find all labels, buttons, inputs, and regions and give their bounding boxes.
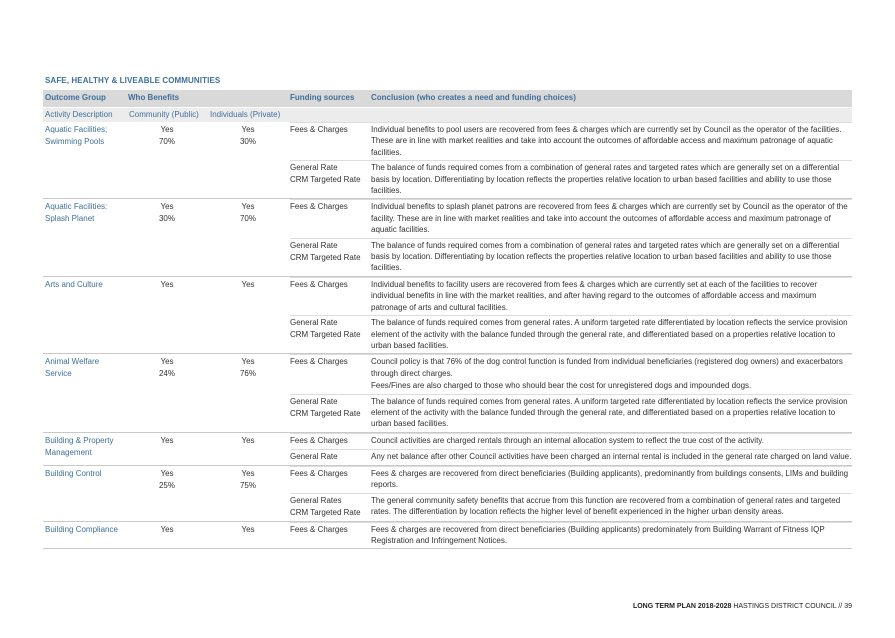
conclusion-text: The balance of funds required comes from a combination of general rates and targeted rates which are generally set on a differential basis by location. Differentiating by location reflects the properties relative location to urban based facilities and ability to use those facilities. xyxy=(371,240,840,273)
table-row xyxy=(43,122,852,199)
conclusion-text: Fees & charges are recovered from direct beneficiaries (Building applicants), predominantly from buildings consents, LIMs and building reports. xyxy=(371,468,849,490)
funding-sources xyxy=(290,124,371,158)
header-who-benefits: Who Benefits xyxy=(128,93,180,102)
community-yes: Yes xyxy=(160,524,174,534)
community-benefit xyxy=(137,279,197,291)
individual-percent: 30% xyxy=(239,137,256,146)
funding-sources xyxy=(290,468,371,491)
table-body xyxy=(43,122,852,549)
individual-benefit xyxy=(218,468,278,492)
funding-source: CRM Targeted Rate xyxy=(290,408,361,418)
conclusion xyxy=(371,396,852,430)
activity-description: Animal Welfare Service xyxy=(45,357,100,379)
conclusion xyxy=(371,201,852,235)
individual-benefit xyxy=(218,201,278,225)
conclusion-text: Individual benefits to splash planet patrons are recovered from fees & charges which are currently set by Council as the operator of the facility. These are in line with market realities and take into account the outcomes of affordable access and maximum patronage of aquatic facilities. xyxy=(371,202,848,235)
funding-source: Fees & Charges xyxy=(290,125,348,134)
funding-row xyxy=(290,277,852,315)
footer-sep: // xyxy=(838,603,843,610)
individual-percent: 70% xyxy=(239,214,256,224)
individual-benefit xyxy=(218,524,278,536)
funding-source: General Rate xyxy=(290,163,338,173)
funding-source: CRM Targeted Rate xyxy=(290,252,361,262)
community-yes: Yes xyxy=(160,279,174,289)
funding-source: Fees & Charges xyxy=(290,468,348,478)
funding-sources xyxy=(290,279,371,313)
conclusion xyxy=(371,240,852,274)
table-header xyxy=(43,90,852,107)
funding-source: Fees & Charges xyxy=(290,202,348,212)
individual-yes: Yes xyxy=(241,524,255,534)
activity-description: Aquatic Facilities: Splash Planet xyxy=(45,202,108,224)
community-yes: Yes xyxy=(160,435,174,445)
funding-row xyxy=(290,493,852,521)
subheader-individuals: Individuals (Private) xyxy=(210,110,281,119)
community-yes: Yes xyxy=(160,125,174,134)
table-row xyxy=(43,354,852,432)
conclusion xyxy=(371,279,852,313)
activity-description: Building Compliance xyxy=(45,524,118,534)
conclusion-text: The balance of funds required comes from a combination of general rates and targeted rates which are generally set on a differential basis by location. Differentiating by location reflects the properties relative location to urban based facilities and ability to use those facilities. xyxy=(371,163,840,196)
funding-source: Fees & Charges xyxy=(290,435,348,445)
individual-yes: Yes xyxy=(241,279,255,289)
individual-percent: 76% xyxy=(239,369,256,379)
table-subheader xyxy=(43,108,852,122)
funding-row xyxy=(290,122,852,160)
funding-sources xyxy=(290,356,371,391)
funding-sources xyxy=(290,162,371,196)
table-row xyxy=(43,522,852,550)
conclusion xyxy=(371,524,852,547)
conclusion-text: Individual benefits to pool users are recovered from fees & charges which are currently set by Council as the operator of the facilities. These are in line with market realities and take into account the outcomes of affordable access and maximum patronage of aquatic facilities. xyxy=(371,125,842,157)
page-footer xyxy=(633,603,852,610)
conclusion-text: The balance of funds required comes from general rates. A uniform targeted rate differentiated by location reflects the service provision element of the activity with the balance funded through the general rate, and differentiated based on a properties relative location to urban based facilities. xyxy=(371,396,848,429)
funding-row xyxy=(290,449,852,465)
funding-sources xyxy=(290,201,371,235)
subheader-activity: Activity Description xyxy=(45,110,113,119)
table-row xyxy=(43,433,852,466)
community-yes: Yes xyxy=(160,357,174,367)
activity-description: Building Control xyxy=(45,468,102,478)
individual-percent: 75% xyxy=(239,480,256,490)
funding-source: General Rate xyxy=(290,318,338,328)
funding-row xyxy=(290,315,852,353)
community-benefit xyxy=(137,201,197,225)
activity-description: Building & Property Management xyxy=(45,435,114,457)
funding-row xyxy=(290,466,852,493)
funding-source: General Rate xyxy=(290,396,338,406)
community-benefit xyxy=(137,356,197,380)
funding-source: Fees & Charges xyxy=(290,357,348,367)
funding-source: Fees & Charges xyxy=(290,524,348,534)
conclusion xyxy=(371,495,852,519)
activity-description: Arts and Culture xyxy=(45,279,103,289)
funding-source: CRM Targeted Rate xyxy=(290,175,361,185)
funding-row xyxy=(290,394,852,432)
table-row xyxy=(43,199,852,276)
conclusion xyxy=(371,451,852,463)
individual-yes: Yes xyxy=(241,125,255,134)
individual-yes: Yes xyxy=(241,468,255,478)
conclusion-text: Individual benefits to facility users are recovered from fees & charges which are currently set at each of the facilities to recover individual benefits in line with the market realities, and after having regard to the outcomes of affordable access and maximum patronage of arts and cultural facilities. xyxy=(371,279,817,312)
conclusion xyxy=(371,435,852,447)
footer-plan: LONG TERM PLAN 2018-2028 xyxy=(632,603,732,610)
conclusion xyxy=(371,124,852,158)
footer-page-number: 39 xyxy=(844,603,852,610)
community-percent: 30% xyxy=(158,214,175,224)
community-percent: 24% xyxy=(158,369,175,379)
table-row xyxy=(43,277,852,354)
header-conclusion: Conclusion (who creates a need and funding choices) xyxy=(371,93,576,102)
funding-sources xyxy=(290,317,371,351)
funding-row xyxy=(290,522,852,549)
individual-yes: Yes xyxy=(241,202,255,212)
individual-benefit xyxy=(218,124,278,148)
community-yes: Yes xyxy=(160,468,174,478)
individual-yes: Yes xyxy=(241,357,255,367)
funding-row xyxy=(290,354,852,393)
community-benefit xyxy=(137,468,197,492)
conclusion-text: The balance of funds required comes from general rates. A uniform targeted rate differentiated by location reflects the service provision element of the activity with the balance funded through the general rate, and differentiated based on a properties relative location to urban based facilities. xyxy=(371,318,848,350)
header-funding-sources: Funding sources xyxy=(290,93,355,102)
conclusion xyxy=(371,468,852,491)
conclusion-text: Fees & charges are recovered from direct beneficiaries (Building applicants) predominately from Building Warrant of Fitness IQP Registration and Infringement Notices. xyxy=(371,524,825,545)
funding-source: CRM Targeted Rate xyxy=(290,330,361,340)
funding-sources xyxy=(290,495,371,519)
community-percent: 25% xyxy=(158,480,175,490)
conclusion xyxy=(371,162,852,196)
activity-description: Aquatic Facilities; Swimming Pools xyxy=(45,125,108,146)
funding-sources xyxy=(290,451,371,463)
individual-benefit xyxy=(218,435,278,447)
section-title: SAFE, HEALTHY & LIVEABLE COMMUNITIES xyxy=(45,76,221,85)
individual-benefit xyxy=(218,279,278,291)
funding-sources xyxy=(290,396,371,430)
conclusion xyxy=(371,356,852,391)
conclusion-text: Council activities are charged rentals through an internal allocation system to reflect the true cost of the activity. xyxy=(371,435,764,445)
funding-sources xyxy=(290,524,371,547)
funding-sources xyxy=(290,435,371,447)
header-outcome-group: Outcome Group xyxy=(45,93,106,102)
funding-sources xyxy=(290,240,371,274)
funding-source: General Rates xyxy=(290,495,342,505)
funding-row xyxy=(290,238,852,276)
community-benefit xyxy=(137,524,197,536)
community-benefit xyxy=(137,124,197,148)
funding-row xyxy=(290,433,852,449)
footer-council: HASTINGS DISTRICT COUNCIL xyxy=(733,603,837,610)
individual-yes: Yes xyxy=(241,435,255,445)
funding-source: CRM Targeted Rate xyxy=(290,507,361,517)
conclusion-text: Any net balance after other Council activities have been charged an internal rental is included in the general rate charged on land value. xyxy=(371,451,852,461)
funding-source: Fees & Charges xyxy=(290,279,348,289)
table-row xyxy=(43,466,852,522)
funding-source: General Rate xyxy=(290,451,338,461)
conclusion xyxy=(371,317,852,351)
funding-row xyxy=(290,199,852,237)
funding-source: General Rate xyxy=(290,240,338,250)
individual-benefit xyxy=(218,356,278,380)
conclusion-text: Council policy is that 76% of the dog control function is funded from individual beneficiaries (registered dog owners) and exacerbators through direct charges. xyxy=(371,357,843,378)
community-yes: Yes xyxy=(160,202,174,212)
conclusion-text: Fees/Fines are also charged to those who should bear the cost for unregistered dogs and impounded dogs. xyxy=(371,381,752,391)
community-benefit xyxy=(137,435,197,447)
subheader-community: Community (Public) xyxy=(129,110,199,119)
funding-row xyxy=(290,160,852,198)
community-percent: 70% xyxy=(158,137,175,146)
conclusion-text: The general community safety benefits that accrue from this function are recovered from a combination of general rates and targeted rates. The differentiation by location reflects the higher level of benefit experienced in the higher urban density areas. xyxy=(371,495,841,516)
